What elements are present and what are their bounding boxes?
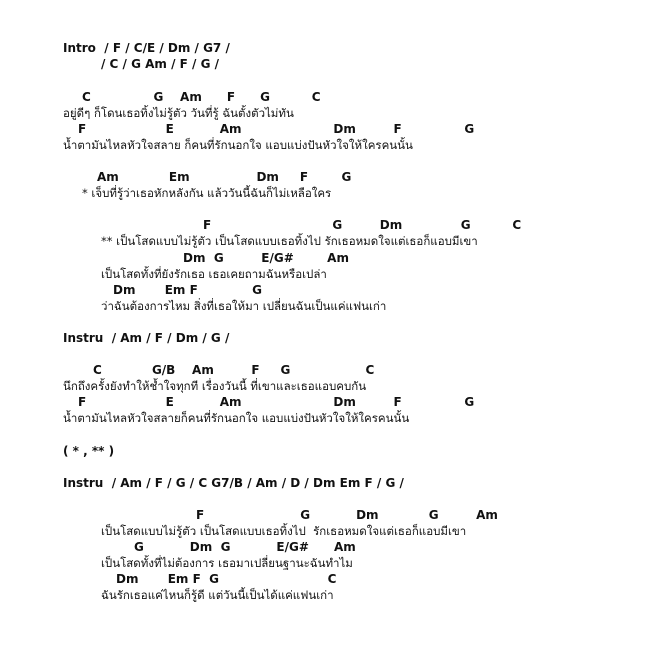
lyric-line: เป็นโสดแบบไม่รู้ตัว เป็นโสดแบบเธอทิ้งไป รักเธอหมดใจแต่เธอก็แอบมีเขา bbox=[101, 524, 467, 538]
lyric-line: ** เป็นโสดแบบไม่รู้ตัว เป็นโสดแบบเธอทิ้งไป รักเธอหมดใจแต่เธอก็แอบมีเขา bbox=[101, 234, 478, 248]
repeat-marker: ( * , ** ) bbox=[63, 444, 115, 458]
chord-line: G Dm G E/G# Am bbox=[134, 540, 356, 554]
lyric-line: อยู่ดีๆ ก็โดนเธอทิ้งไม่รู้ตัว วันที่รู้ ฉันตั้งตัวไม่ทัน bbox=[63, 106, 294, 120]
chord-line: F E Am Dm F G bbox=[78, 395, 475, 409]
chord-line: Dm Em F G C bbox=[116, 572, 337, 586]
chord-line: F G Dm G Am bbox=[196, 508, 498, 522]
lyric-line: ว่าฉันต้องการไหม สิ่งที่เธอให้มา เปลี่ยนฉันเป็นแค่แฟนเก่า bbox=[101, 299, 387, 313]
lyric-line: นึกถึงครั้งยังทำให้ช้ำใจทุกที เรื่องวันนี้ ที่เขาและเธอแอบคบกัน bbox=[63, 379, 367, 393]
intro-line-1: Intro / F / C/E / Dm / G7 / bbox=[63, 41, 230, 55]
lyric-line: เป็นโสดทั้งที่ยังรักเธอ เธอเคยถามฉันหรือเปล่า bbox=[101, 267, 327, 281]
lyric-line: * เจ็บที่รู้ว่าเธอหักหลังกัน แล้ววันนี้ฉันก็ไม่เหลือใคร bbox=[82, 186, 332, 200]
lyric-line: น้ำตามันไหลหัวใจสลายก็คนที่รักนอกใจ แอบแบ่งปันหัวใจให้ใครคนนั้น bbox=[63, 411, 410, 425]
intro-line-2: / C / G Am / F / G / bbox=[101, 57, 220, 71]
instru-line-1: Instru / Am / F / Dm / G / bbox=[63, 331, 230, 345]
chord-line: C G/B Am F G C bbox=[93, 363, 375, 377]
chord-line: Am Em Dm F G bbox=[97, 170, 352, 184]
lyric-line: ฉันรักเธอแค่ไหนก็รู้ดี แต่วันนี้เป็นได้แค่แฟนเก่า bbox=[101, 588, 334, 602]
chord-line: Dm Em F G bbox=[113, 283, 262, 297]
lyric-line: เป็นโสดทั้งที่ไม่ต้องการ เธอมาเปลี่ยนฐานะฉันทำไม bbox=[101, 556, 353, 570]
instru-line-2: Instru / Am / F / G / C G7/B / Am / D / Dm Em F / G / bbox=[63, 476, 404, 490]
lyric-line: น้ำตามันไหลหัวใจสลาย ก็คนที่รักนอกใจ แอบแบ่งปันหัวใจให้ใครคนนั้น bbox=[63, 138, 413, 152]
chord-line: C G Am F G C bbox=[82, 90, 321, 104]
chord-line: F E Am Dm F G bbox=[78, 122, 475, 136]
chord-line: Dm G E/G# Am bbox=[183, 251, 349, 265]
chord-line: F G Dm G C bbox=[203, 218, 522, 232]
